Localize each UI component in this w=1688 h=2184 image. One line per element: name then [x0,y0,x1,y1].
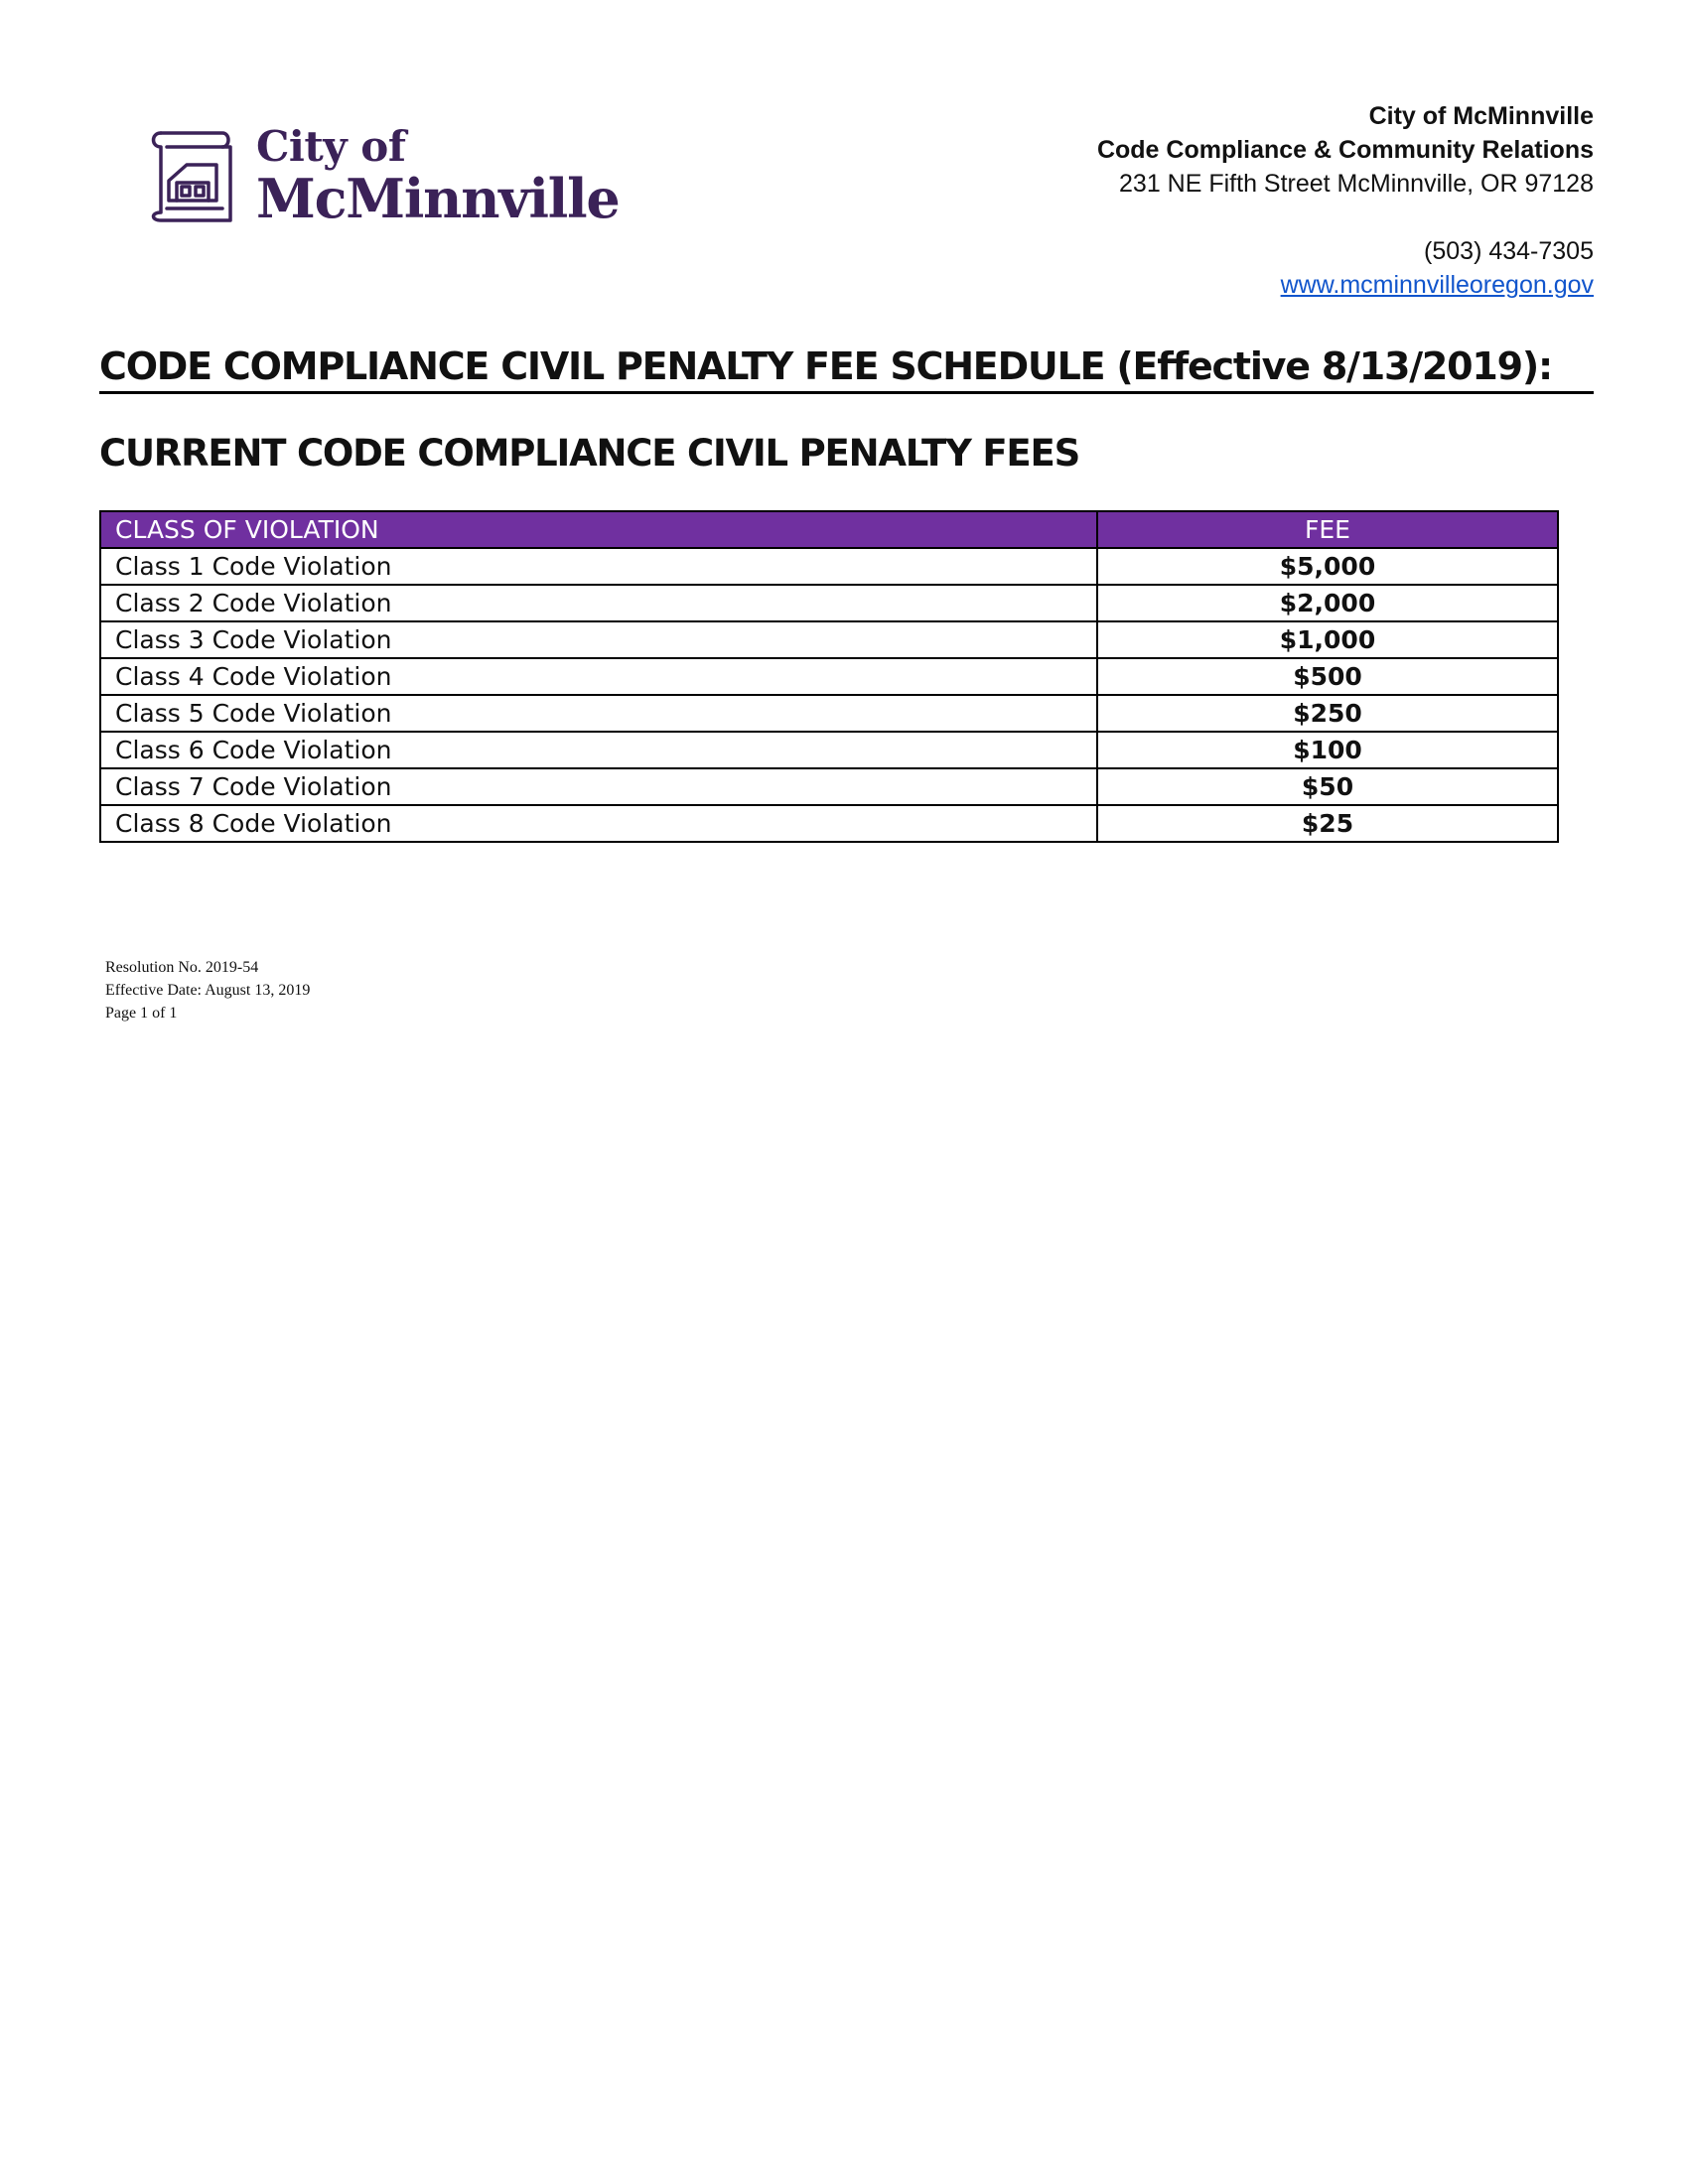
address: 231 NE Fifth Street McMinnville, OR 97128 [1119,170,1594,198]
violation-class-cell: Class 2 Code Violation [100,585,1097,621]
title-underline [99,391,1594,394]
violation-class-cell: Class 7 Code Violation [100,768,1097,805]
violation-class-cell: Class 5 Code Violation [100,695,1097,732]
logo-line-1: City of [256,122,406,171]
fee-cell: $50 [1097,768,1558,805]
column-header-class: CLASS OF VIOLATION [100,511,1097,548]
table-row [100,658,1558,695]
website-link[interactable]: www.mcminnvilleoregon.gov [1280,271,1594,299]
page-title: CODE COMPLIANCE CIVIL PENALTY FEE SCHEDULE (Effective 8/13/2019): [99,344,1553,388]
violation-class-cell: Class 6 Code Violation [100,732,1097,768]
section-title: CURRENT CODE COMPLIANCE CIVIL PENALTY FEES [99,432,1080,475]
table-row [100,768,1558,805]
phone-number: (503) 434-7305 [1424,237,1594,265]
logo-line-2: McMinnville [256,167,620,230]
fee-table [99,510,1559,843]
department-name: Code Compliance & Community Relations [1096,136,1594,164]
header-contact-block [1097,99,1594,302]
violation-class-cell: Class 1 Code Violation [100,548,1097,585]
fee-cell: $1,000 [1097,621,1558,658]
table-row [100,585,1558,621]
violation-class-cell: Class 3 Code Violation [100,621,1097,658]
effective-date: Effective Date: August 13, 2019 [105,982,311,999]
scroll-house-icon [147,127,238,222]
org-name: City of McMinnville [1368,102,1594,130]
violation-class-cell: Class 8 Code Violation [100,805,1097,842]
fee-cell: $250 [1097,695,1558,732]
page-number: Page 1 of 1 [105,1005,178,1022]
fee-cell: $2,000 [1097,585,1558,621]
fee-cell: $500 [1097,658,1558,695]
city-logo [147,122,683,230]
table-row [100,805,1558,842]
table-row [100,548,1558,585]
resolution-number: Resolution No. 2019-54 [105,959,259,976]
table-row [100,695,1558,732]
fee-cell: $25 [1097,805,1558,842]
table-header-row [100,511,1558,548]
fee-cell: $100 [1097,732,1558,768]
footer-notes [105,956,310,1024]
table-row [100,621,1558,658]
violation-class-cell: Class 4 Code Violation [100,658,1097,695]
fee-cell: $5,000 [1097,548,1558,585]
column-header-fee: FEE [1097,511,1558,548]
table-row [100,732,1558,768]
